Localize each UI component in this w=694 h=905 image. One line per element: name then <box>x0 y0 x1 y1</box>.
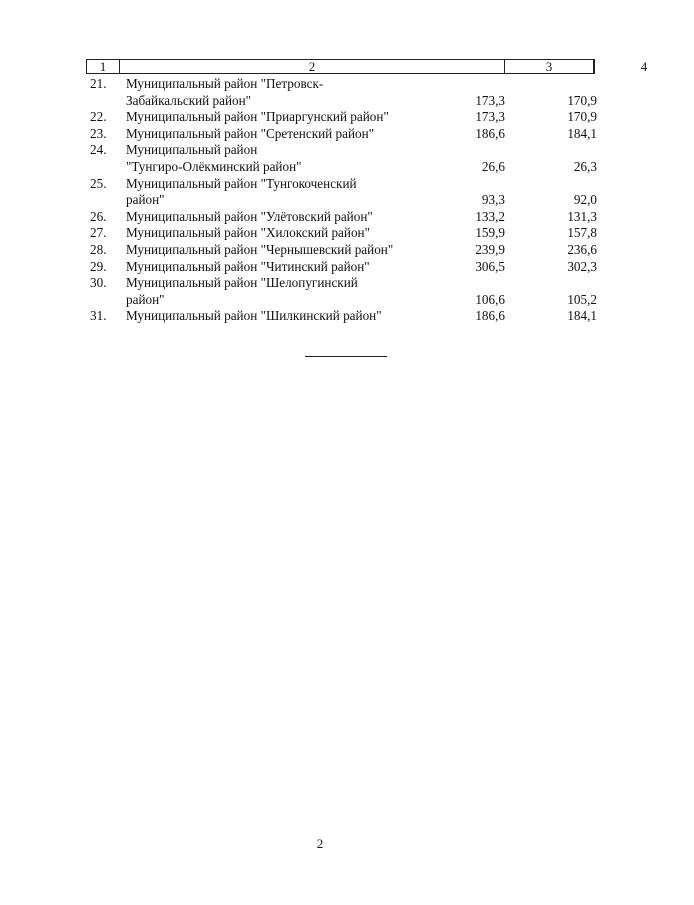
table-body <box>86 76 598 325</box>
table-row <box>86 259 598 276</box>
row-number: 27. <box>90 225 107 241</box>
value-column-3: 186,6 <box>475 125 505 141</box>
value-column-4: 105,2 <box>567 291 597 307</box>
row-number: 28. <box>90 241 107 257</box>
table-row <box>86 275 598 308</box>
table-row <box>86 225 598 242</box>
district-name <box>126 142 446 175</box>
value-column-3: 173,3 <box>475 109 505 125</box>
value-column-4: 236,6 <box>567 241 597 257</box>
value-column-3: 306,5 <box>475 258 505 274</box>
value-column-3: 26,6 <box>481 158 505 174</box>
row-number: 29. <box>90 258 107 274</box>
row-number: 24. <box>90 142 107 158</box>
value-column-3: 106,6 <box>475 291 505 307</box>
district-name-line: район" <box>126 291 165 307</box>
value-column-3: 239,9 <box>475 241 505 257</box>
table-row <box>86 308 598 325</box>
header-cell-3: 3 <box>505 60 594 73</box>
row-number: 22. <box>90 109 107 125</box>
district-name-line: район" <box>126 192 165 208</box>
row-number: 23. <box>90 125 107 141</box>
district-name-line: Муниципальный район "Приаргунский район" <box>126 109 389 125</box>
district-name <box>126 76 446 109</box>
value-column-3: 186,6 <box>475 308 505 324</box>
district-name-line: Муниципальный район "Шилкинский район" <box>126 308 382 324</box>
value-column-4: 170,9 <box>567 92 597 108</box>
row-number: 25. <box>90 175 107 191</box>
district-name-line: Муниципальный район "Шелопугинский <box>126 275 358 291</box>
district-name-line: Муниципальный район "Чернышевский район" <box>126 241 394 257</box>
value-column-3: 159,9 <box>475 225 505 241</box>
table-row <box>86 126 598 143</box>
district-name <box>126 126 446 143</box>
value-column-4: 131,3 <box>567 208 597 224</box>
table-row <box>86 76 598 109</box>
table-header-row <box>86 59 648 74</box>
district-name-line: Муниципальный район <box>126 142 258 158</box>
row-number: 30. <box>90 275 107 291</box>
district-name-line: Муниципальный район "Петровск- <box>126 76 324 91</box>
value-column-3: 93,3 <box>481 192 505 208</box>
district-name-line: Забайкальский район" <box>126 92 252 108</box>
value-column-4: 184,1 <box>567 125 597 141</box>
end-rule <box>305 356 387 357</box>
row-number: 21. <box>90 76 107 91</box>
district-name-line: Муниципальный район "Улётовский район" <box>126 208 373 224</box>
table-row <box>86 142 598 175</box>
district-name <box>126 275 446 308</box>
district-name-line: Муниципальный район "Читинский район" <box>126 258 370 274</box>
district-name <box>126 259 446 276</box>
table-row <box>86 242 598 259</box>
value-column-3: 133,2 <box>475 208 505 224</box>
value-column-4: 170,9 <box>567 109 597 125</box>
value-column-4: 184,1 <box>567 308 597 324</box>
district-name-line: Муниципальный район "Сретенский район" <box>126 125 375 141</box>
page-number: 2 <box>316 836 324 851</box>
value-column-4: 26,3 <box>573 158 597 174</box>
value-column-3: 173,3 <box>475 92 505 108</box>
district-name-line: "Тунгиро-Олёкминский район" <box>126 158 302 174</box>
value-column-4: 157,8 <box>567 225 597 241</box>
header-cell-1: 1 <box>87 60 120 73</box>
header-cell-2: 2 <box>120 60 505 73</box>
district-name <box>126 242 446 259</box>
district-name <box>126 308 446 325</box>
table-row <box>86 176 598 209</box>
district-name-line: Муниципальный район "Тунгокоченский <box>126 175 357 191</box>
district-name <box>126 176 446 209</box>
table-row <box>86 209 598 226</box>
header-cell-4: 4 <box>640 59 648 74</box>
district-name <box>126 225 446 242</box>
table-row <box>86 109 598 126</box>
row-number: 26. <box>90 208 107 224</box>
value-column-4: 92,0 <box>573 192 597 208</box>
value-column-4: 302,3 <box>567 258 597 274</box>
row-number: 31. <box>90 308 107 324</box>
district-name <box>126 109 446 126</box>
district-name <box>126 209 446 226</box>
district-name-line: Муниципальный район "Хилокский район" <box>126 225 370 241</box>
